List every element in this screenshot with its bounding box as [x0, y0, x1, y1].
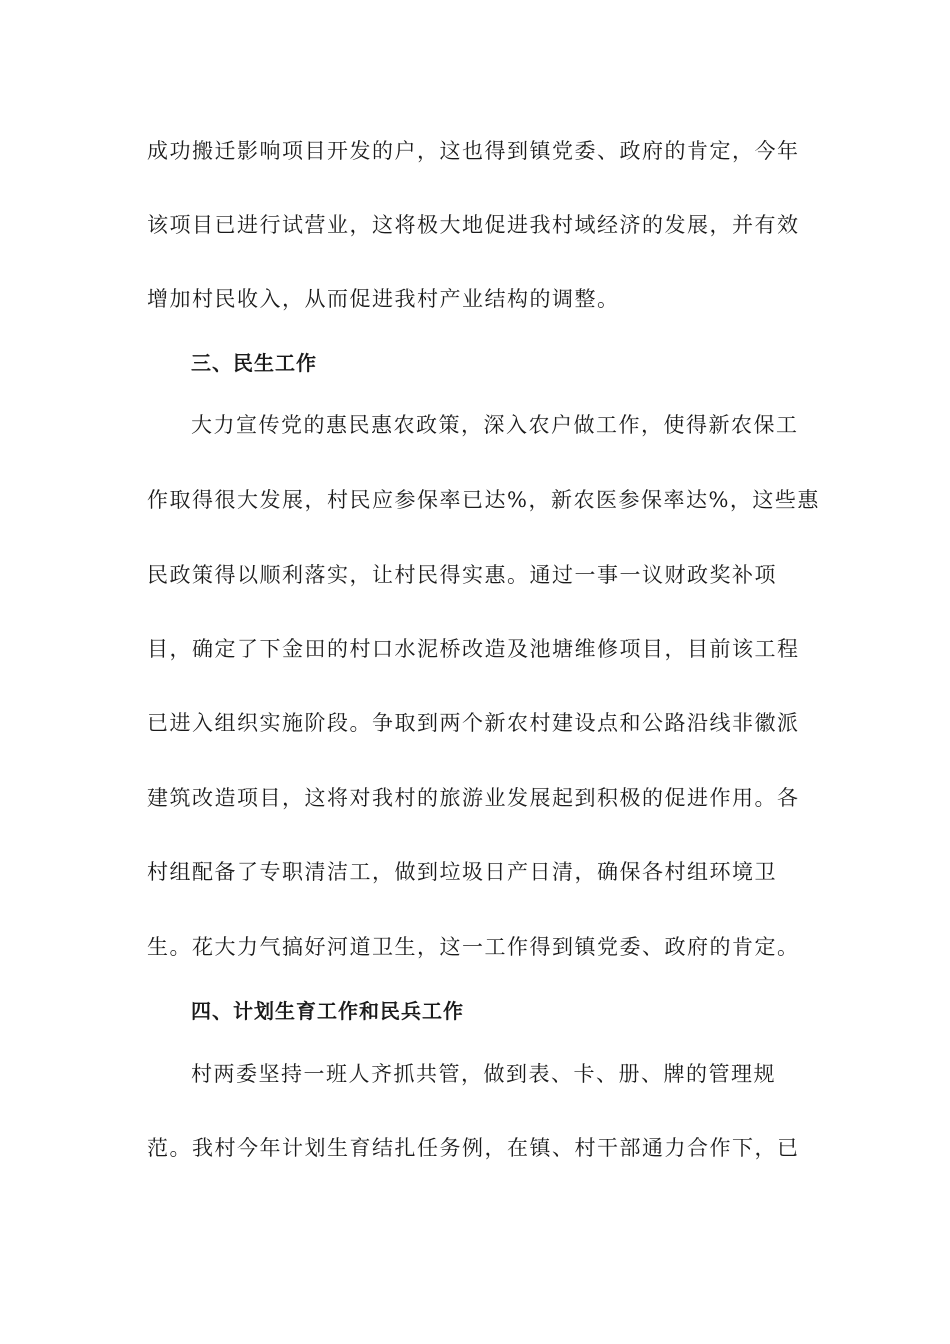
paragraph-line: 村组配备了专职清洁工，做到垃圾日产日清，确保各村组环境卫: [147, 860, 777, 884]
paragraph-line: 该项目已进行试营业，这将极大地促进我村域经济的发展，并有效: [147, 213, 800, 237]
paragraph-line: 增加村民收入，从而促进我村产业结构的调整。: [147, 287, 620, 311]
section-heading-family-planning: 四、计划生育工作和民兵工作: [191, 999, 464, 1023]
paragraph-line: 目，确定了下金田的村口水泥桥改造及池塘维修项目，目前该工程: [147, 637, 800, 661]
paragraph-line: 大力宣传党的惠民惠农政策，深入农户做工作，使得新农保工: [191, 413, 799, 437]
paragraph-line: 民政策得以顺利落实，让村民得实惠。通过一事一议财政奖补项: [147, 563, 777, 587]
paragraph-line: 生。花大力气搞好河道卫生，这一工作得到镇党委、政府的肯定。: [147, 935, 800, 959]
paragraph-line: 范。我村今年计划生育结扎任务例，在镇、村干部通力合作下，已: [147, 1136, 800, 1160]
paragraph-line: 村两委坚持一班人齐抓共管，做到表、卡、册、牌的管理规: [191, 1062, 776, 1086]
paragraph-line: 建筑改造项目，这将对我村的旅游业发展起到积极的促进作用。各: [147, 786, 800, 810]
section-heading-livelihood: 三、民生工作: [191, 351, 317, 375]
paragraph-line: 作取得很大发展，村民应参保率已达%，新农医参保率达%，这些惠: [147, 488, 820, 512]
paragraph-line: 已进入组织实施阶段。争取到两个新农村建设点和公路沿线非徽派: [147, 711, 800, 735]
paragraph-line: 成功搬迁影响项目开发的户，这也得到镇党委、政府的肯定，今年: [147, 139, 800, 163]
